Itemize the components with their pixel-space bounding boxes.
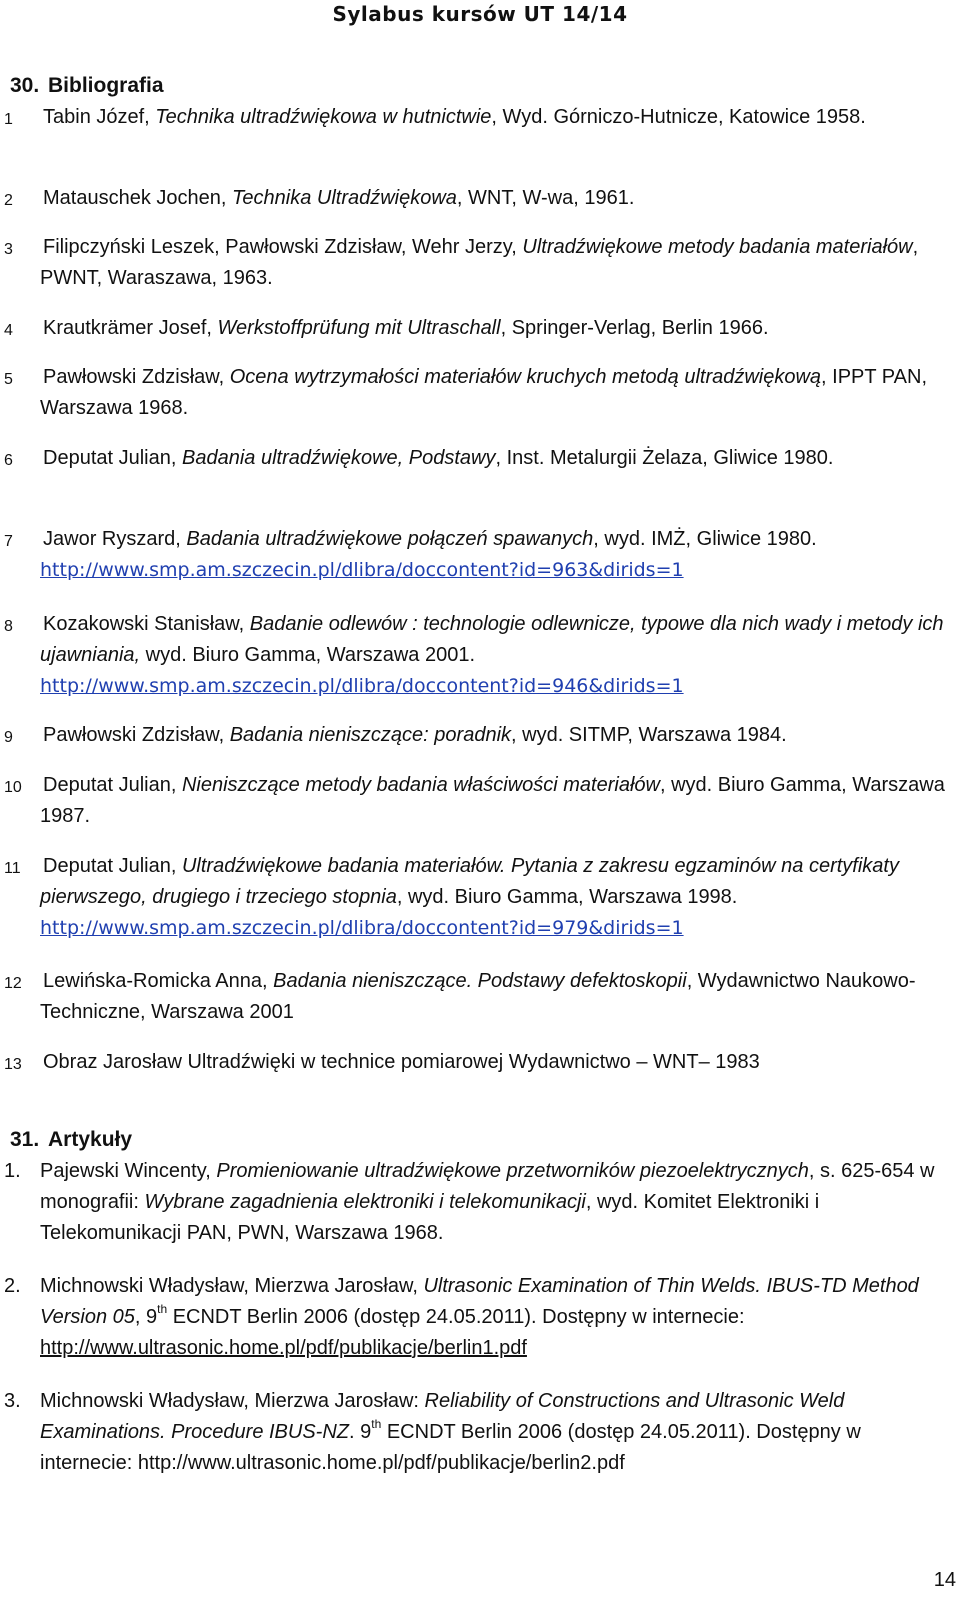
entry-text	[40, 770, 945, 832]
entry-number: 9	[4, 729, 13, 746]
entry-text	[40, 362, 945, 424]
entry-number: 11	[4, 860, 21, 877]
entry-publisher: , Springer-Verlag, Berlin 1966.	[500, 317, 769, 339]
entry-text	[40, 609, 945, 702]
entry-authors: Matauschek Jochen,	[43, 187, 232, 209]
entry-number: 1.	[4, 1160, 21, 1182]
entry-text	[40, 232, 945, 294]
entry-publisher: , WNT, W-wa, 1961.	[456, 187, 635, 209]
entry-authors: Deputat Julian,	[43, 447, 182, 469]
entry-authors: Deputat Julian,	[43, 774, 182, 796]
section-heading-bibliografia	[10, 74, 164, 98]
entry-title: Badanie odlewów : technologie odlewnicze, typowe dla nich wady i metody ich ujawniania,	[40, 613, 944, 666]
entry-text	[40, 102, 945, 133]
entry-publisher: wyd. Biuro Gamma, Warszawa 2001.	[140, 644, 476, 666]
page-header: Sylabus kursów UT 14/14	[332, 2, 628, 26]
entry-number: 2	[4, 192, 13, 209]
entry-authors: Pawłowski Zdzisław,	[43, 724, 230, 746]
entry-text-part: ECNDT Berlin 2006 (dostęp 24.05.2011). Dostępny w internecie:	[167, 1306, 745, 1328]
section-number: 31.	[10, 1128, 40, 1151]
section-title: Bibliografia	[48, 74, 164, 97]
entry-text	[40, 966, 945, 1028]
entry-publisher: , wyd. IMŻ, Gliwice 1980.	[593, 528, 817, 550]
section-title: Artykuły	[48, 1128, 133, 1151]
entry-publisher: , PWNT, Waraszawa, 1963.	[40, 236, 919, 289]
entry-text	[40, 313, 945, 344]
entry-publisher: , Wydawnictwo Naukowo-Techniczne, Warszawa 2001	[40, 970, 916, 1023]
entry-title: Technika Ultradźwiękowa	[232, 187, 457, 209]
entry-number: 8	[4, 618, 13, 635]
entry-number: 3	[4, 241, 13, 258]
entry-authors: Lewińska-Romicka Anna,	[43, 970, 274, 992]
entry-authors: Krautkrämer Josef,	[43, 317, 218, 339]
entry-authors: Pajewski Wincenty,	[40, 1160, 217, 1182]
entry-title: Badania nieniszczące. Podstawy defektoskopii	[273, 970, 687, 992]
entry-number: 4	[4, 322, 13, 339]
entry-title: Ocena wytrzymałości materiałów kruchych metodą ultradźwiękową	[229, 366, 822, 388]
entry-title: Technika ultradźwiękowa w hutnictwie	[155, 106, 492, 128]
section-number: 30.	[10, 74, 40, 97]
entry-text	[40, 851, 945, 944]
entry-authors: Tabin Józef,	[43, 106, 156, 128]
entry-text	[40, 524, 945, 586]
entry-text	[40, 443, 945, 474]
entry-text	[40, 1271, 958, 1364]
entry-title: Ultrasonic Examination of Thin Welds. IBUS-TD Method Version 05	[40, 1275, 919, 1328]
entry-link[interactable]: http://www.smp.am.szczecin.pl/dlibra/doccontent?id=946&dirids=1	[40, 675, 684, 697]
entry-authors: Michnowski Władysław, Mierzwa Jarosław:	[40, 1390, 425, 1412]
entry-publisher: , IPPT PAN, Warszawa 1968.	[40, 366, 928, 419]
entry-authors: Kozakowski Stanisław,	[43, 613, 250, 635]
entry-authors: Deputat Julian,	[43, 855, 182, 877]
entry-text	[40, 183, 945, 214]
entry-title: Badania ultradźwiękowe, Podstawy	[181, 447, 496, 469]
entry-text	[40, 1386, 958, 1479]
entry-title: Promieniowanie ultradźwiękowe przetworników piezoelektrycznych	[216, 1160, 809, 1182]
entry-number: 1	[4, 111, 13, 128]
entry-text	[40, 1047, 945, 1078]
entry-monograph-title: Wybrane zagadnienia elektroniki i telekomunikacji	[144, 1191, 586, 1213]
entry-title: Ultradźwiękowe metody badania materiałów	[522, 236, 913, 258]
section-heading-artykuly	[10, 1128, 132, 1152]
entry-authors: Jawor Ryszard,	[43, 528, 187, 550]
entry-publisher: , wyd. SITMP, Warszawa 1984.	[511, 724, 787, 746]
entry-publisher: , wyd. Biuro Gamma, Warszawa 1987.	[40, 774, 945, 827]
entry-text	[40, 720, 945, 751]
entry-text-part: ECNDT Berlin 2006 (dostęp 24.05.2011). Dostępny w internecie: http://www.ultrasonic.home.pl/pdf/publikacje/berlin2.pdf	[40, 1421, 861, 1474]
entry-publisher: , wyd. Biuro Gamma, Warszawa 1998.	[396, 886, 738, 908]
entry-title: Ultradźwiękowe badania materiałów. Pytania z zakresu egzaminów na certyfikaty pierwszego, drugiego i trzeciego stopnia	[40, 855, 899, 908]
entry-title: Werkstoffprüfung mit Ultraschall	[217, 317, 501, 339]
entry-number: 12	[4, 975, 22, 992]
entry-title: Badania ultradźwiękowe połączeń spawanych	[186, 528, 594, 550]
entry-text-part: , s. 625-654 w monografii:	[40, 1160, 935, 1213]
entry-number: 10	[4, 779, 22, 796]
entry-number: 5	[4, 371, 13, 388]
entry-authors: Michnowski Władysław, Mierzwa Jarosław,	[40, 1275, 424, 1297]
entry-text	[40, 1156, 958, 1249]
entry-text-part: . 9	[349, 1421, 372, 1443]
entry-text-part: , 9	[134, 1306, 158, 1328]
entry-superscript: th	[157, 1302, 168, 1316]
entry-publisher: , Wyd. Górniczo-Hutnicze, Katowice 1958.	[491, 106, 866, 128]
entry-publisher: , Inst. Metalurgii Żelaza, Gliwice 1980.	[495, 447, 834, 469]
entry-authors: Filipczyński Leszek, Pawłowski Zdzisław, Wehr Jerzy,	[43, 236, 523, 258]
page-number: 14	[933, 1569, 956, 1591]
entry-link[interactable]: http://www.ultrasonic.home.pl/pdf/publikacje/berlin1.pdf	[40, 1337, 527, 1359]
entry-title: Nieniszczące metody badania właściwości materiałów	[181, 774, 660, 796]
entry-text-part: , wyd. Komitet Elektroniki i Telekomunikacji PAN, PWN, Warszawa 1968.	[40, 1191, 820, 1244]
entry-number: 13	[4, 1056, 22, 1073]
entry-authors: Obraz Jarosław Ultradźwięki w technice pomiarowej Wydawnictwo – WNT– 1983	[43, 1051, 760, 1073]
entry-number: 7	[4, 533, 13, 550]
entry-authors: Pawłowski Zdzisław,	[43, 366, 230, 388]
entry-title: Badania nieniszczące: poradnik	[229, 724, 512, 746]
entry-number: 2.	[4, 1275, 21, 1297]
entry-title: Reliability of Constructions and Ultrasonic Weld Examinations. Procedure IBUS-NZ	[40, 1390, 845, 1443]
entry-link[interactable]: http://www.smp.am.szczecin.pl/dlibra/doccontent?id=963&dirids=1	[40, 559, 684, 581]
entry-link[interactable]: http://www.smp.am.szczecin.pl/dlibra/doccontent?id=979&dirids=1	[40, 917, 684, 939]
entry-number: 3.	[4, 1390, 21, 1412]
entry-number: 6	[4, 452, 13, 469]
entry-superscript: th	[371, 1417, 382, 1431]
